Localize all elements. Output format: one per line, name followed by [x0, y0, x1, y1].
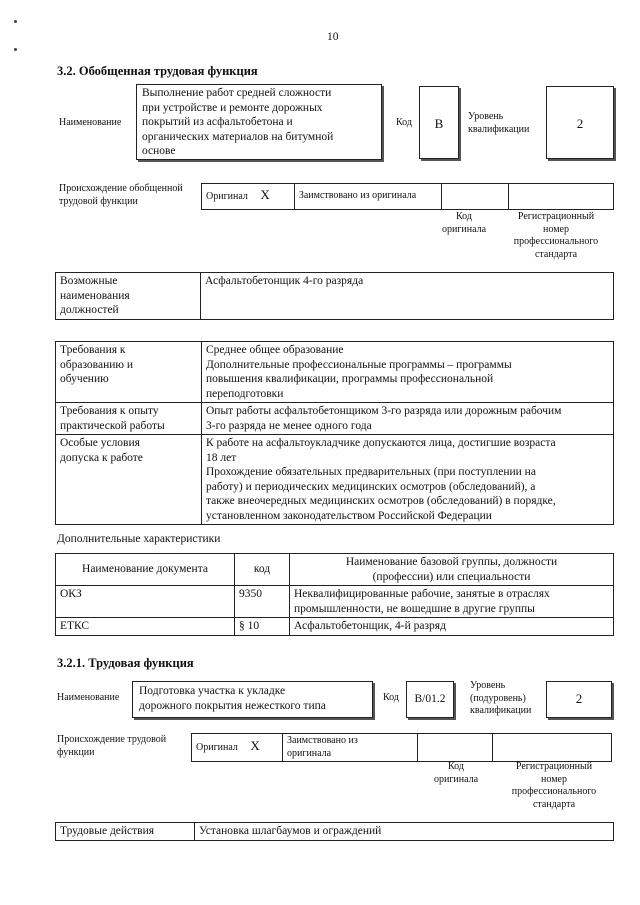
additional-name: Неквалифицированные рабочие, занятые в отраслях промышленности, не вошедшие в другие группы [290, 586, 614, 618]
origin-table [201, 183, 614, 210]
req-value: Опыт работы асфальтобетонщиком 3-го разряда или дорожным рабочим 3-го разряда не менее одного года [202, 403, 614, 435]
function-level-label: Уровень (подуровень) квалификации [470, 680, 532, 716]
req-label: Требования к образованию и обучению [56, 342, 202, 403]
borrowed-label: Заимствовано из оригинала [298, 190, 417, 202]
function-original-cell [192, 734, 283, 762]
actions-table [55, 822, 614, 841]
level-value-box [546, 86, 614, 159]
function-level-value: 2 [575, 691, 583, 706]
code-label: Код [396, 117, 412, 128]
reg-number-caption: Регистрационный номер профессионального стандарта [513, 211, 599, 260]
function-code-label: Код [383, 692, 399, 703]
additional-header-name: Наименование базовой группы, должности (профессии) или специальности [290, 554, 614, 586]
original-cell [202, 184, 295, 210]
additional-doc: ЕТКС [56, 618, 235, 636]
additional-name: Асфальтобетонщик, 4-й разряд [290, 618, 614, 636]
reg-number-cell [508, 184, 613, 210]
subsection-title: 3.2.1. Трудовая функция [57, 656, 194, 670]
additional-header-code: код [235, 554, 290, 586]
function-name-box: Подготовка участка к укладке дорожного покрытия нежесткого типа [132, 681, 373, 718]
function-code-value: B/01.2 [414, 693, 446, 705]
original-label: Оригинал [206, 191, 248, 203]
code-original-cell [441, 184, 508, 210]
original-mark: X [260, 187, 270, 203]
function-origin-table [191, 733, 612, 762]
function-level-box [546, 681, 612, 718]
req-label: Требования к опыту практической работы [56, 403, 202, 435]
function-origin-label: Происхождение трудовой функции [57, 734, 167, 758]
function-code-original-cell [418, 734, 493, 762]
table-row [56, 586, 614, 618]
table-row [56, 618, 614, 636]
additional-table [55, 553, 614, 636]
level-value: 2 [576, 116, 584, 131]
code-original-caption: Код оригинала [441, 211, 487, 235]
positions-label: Возможные наименования должностей [56, 273, 201, 320]
page-number: 10 [327, 31, 339, 43]
positions-table [55, 272, 614, 320]
function-original-label: Оригинал [196, 742, 238, 754]
level-label: Уровень квалификации [468, 111, 530, 135]
function-name-label: Наименование [57, 692, 120, 703]
actions-label: Трудовые действия [56, 823, 195, 841]
function-original-mark: X [250, 738, 260, 754]
positions-value: Асфальтобетонщик 4-го разряда [201, 273, 614, 320]
req-value: Среднее общее образование Дополнительные профессиональные программы – программы повышения квалификации, программы профессиональной переподготовки [202, 342, 614, 403]
req-label: Особые условия допуска к работе [56, 435, 202, 525]
margin-dot [14, 20, 17, 23]
function-borrowed-cell: Заимствовано из оригинала [283, 734, 418, 762]
origin-label: Происхождение обобщенной трудовой функции [59, 183, 183, 207]
function-code-original-caption: Код оригинала [433, 761, 479, 785]
function-reg-number-caption: Регистрационный номер профессионального стандарта [511, 761, 597, 810]
actions-value: Установка шлагбаумов и ограждений [195, 823, 614, 841]
requirements-table [55, 341, 614, 525]
function-reg-number-cell [493, 734, 612, 762]
additional-code: 9350 [235, 586, 290, 618]
code-value: В [434, 116, 444, 131]
name-value-box: Выполнение работ средней сложности при устройстве и ремонте дорожных покрытий из асфальтобетона и органических материалов на битумной основе [136, 84, 382, 160]
code-value-box [419, 86, 459, 159]
borrowed-cell [294, 184, 441, 210]
margin-dot [14, 48, 17, 51]
section-title: 3.2. Обобщенная трудовая функция [57, 64, 258, 78]
req-value: К работе на асфальтоукладчике допускаются лица, достигшие возраста 18 лет Прохождение обязательных предварительных (при поступлении на работу) и периодических медицинских осмотров (обследований), а также внеочередных медицинских осмотров (обследований) в порядке, установленном законодательством Российской Федерации [202, 435, 614, 525]
function-code-box [406, 681, 454, 718]
name-label: Наименование [59, 117, 122, 128]
additional-title: Дополнительные характеристики [57, 533, 221, 545]
additional-code: § 10 [235, 618, 290, 636]
additional-header-doc: Наименование документа [56, 554, 235, 586]
additional-doc: ОКЗ [56, 586, 235, 618]
